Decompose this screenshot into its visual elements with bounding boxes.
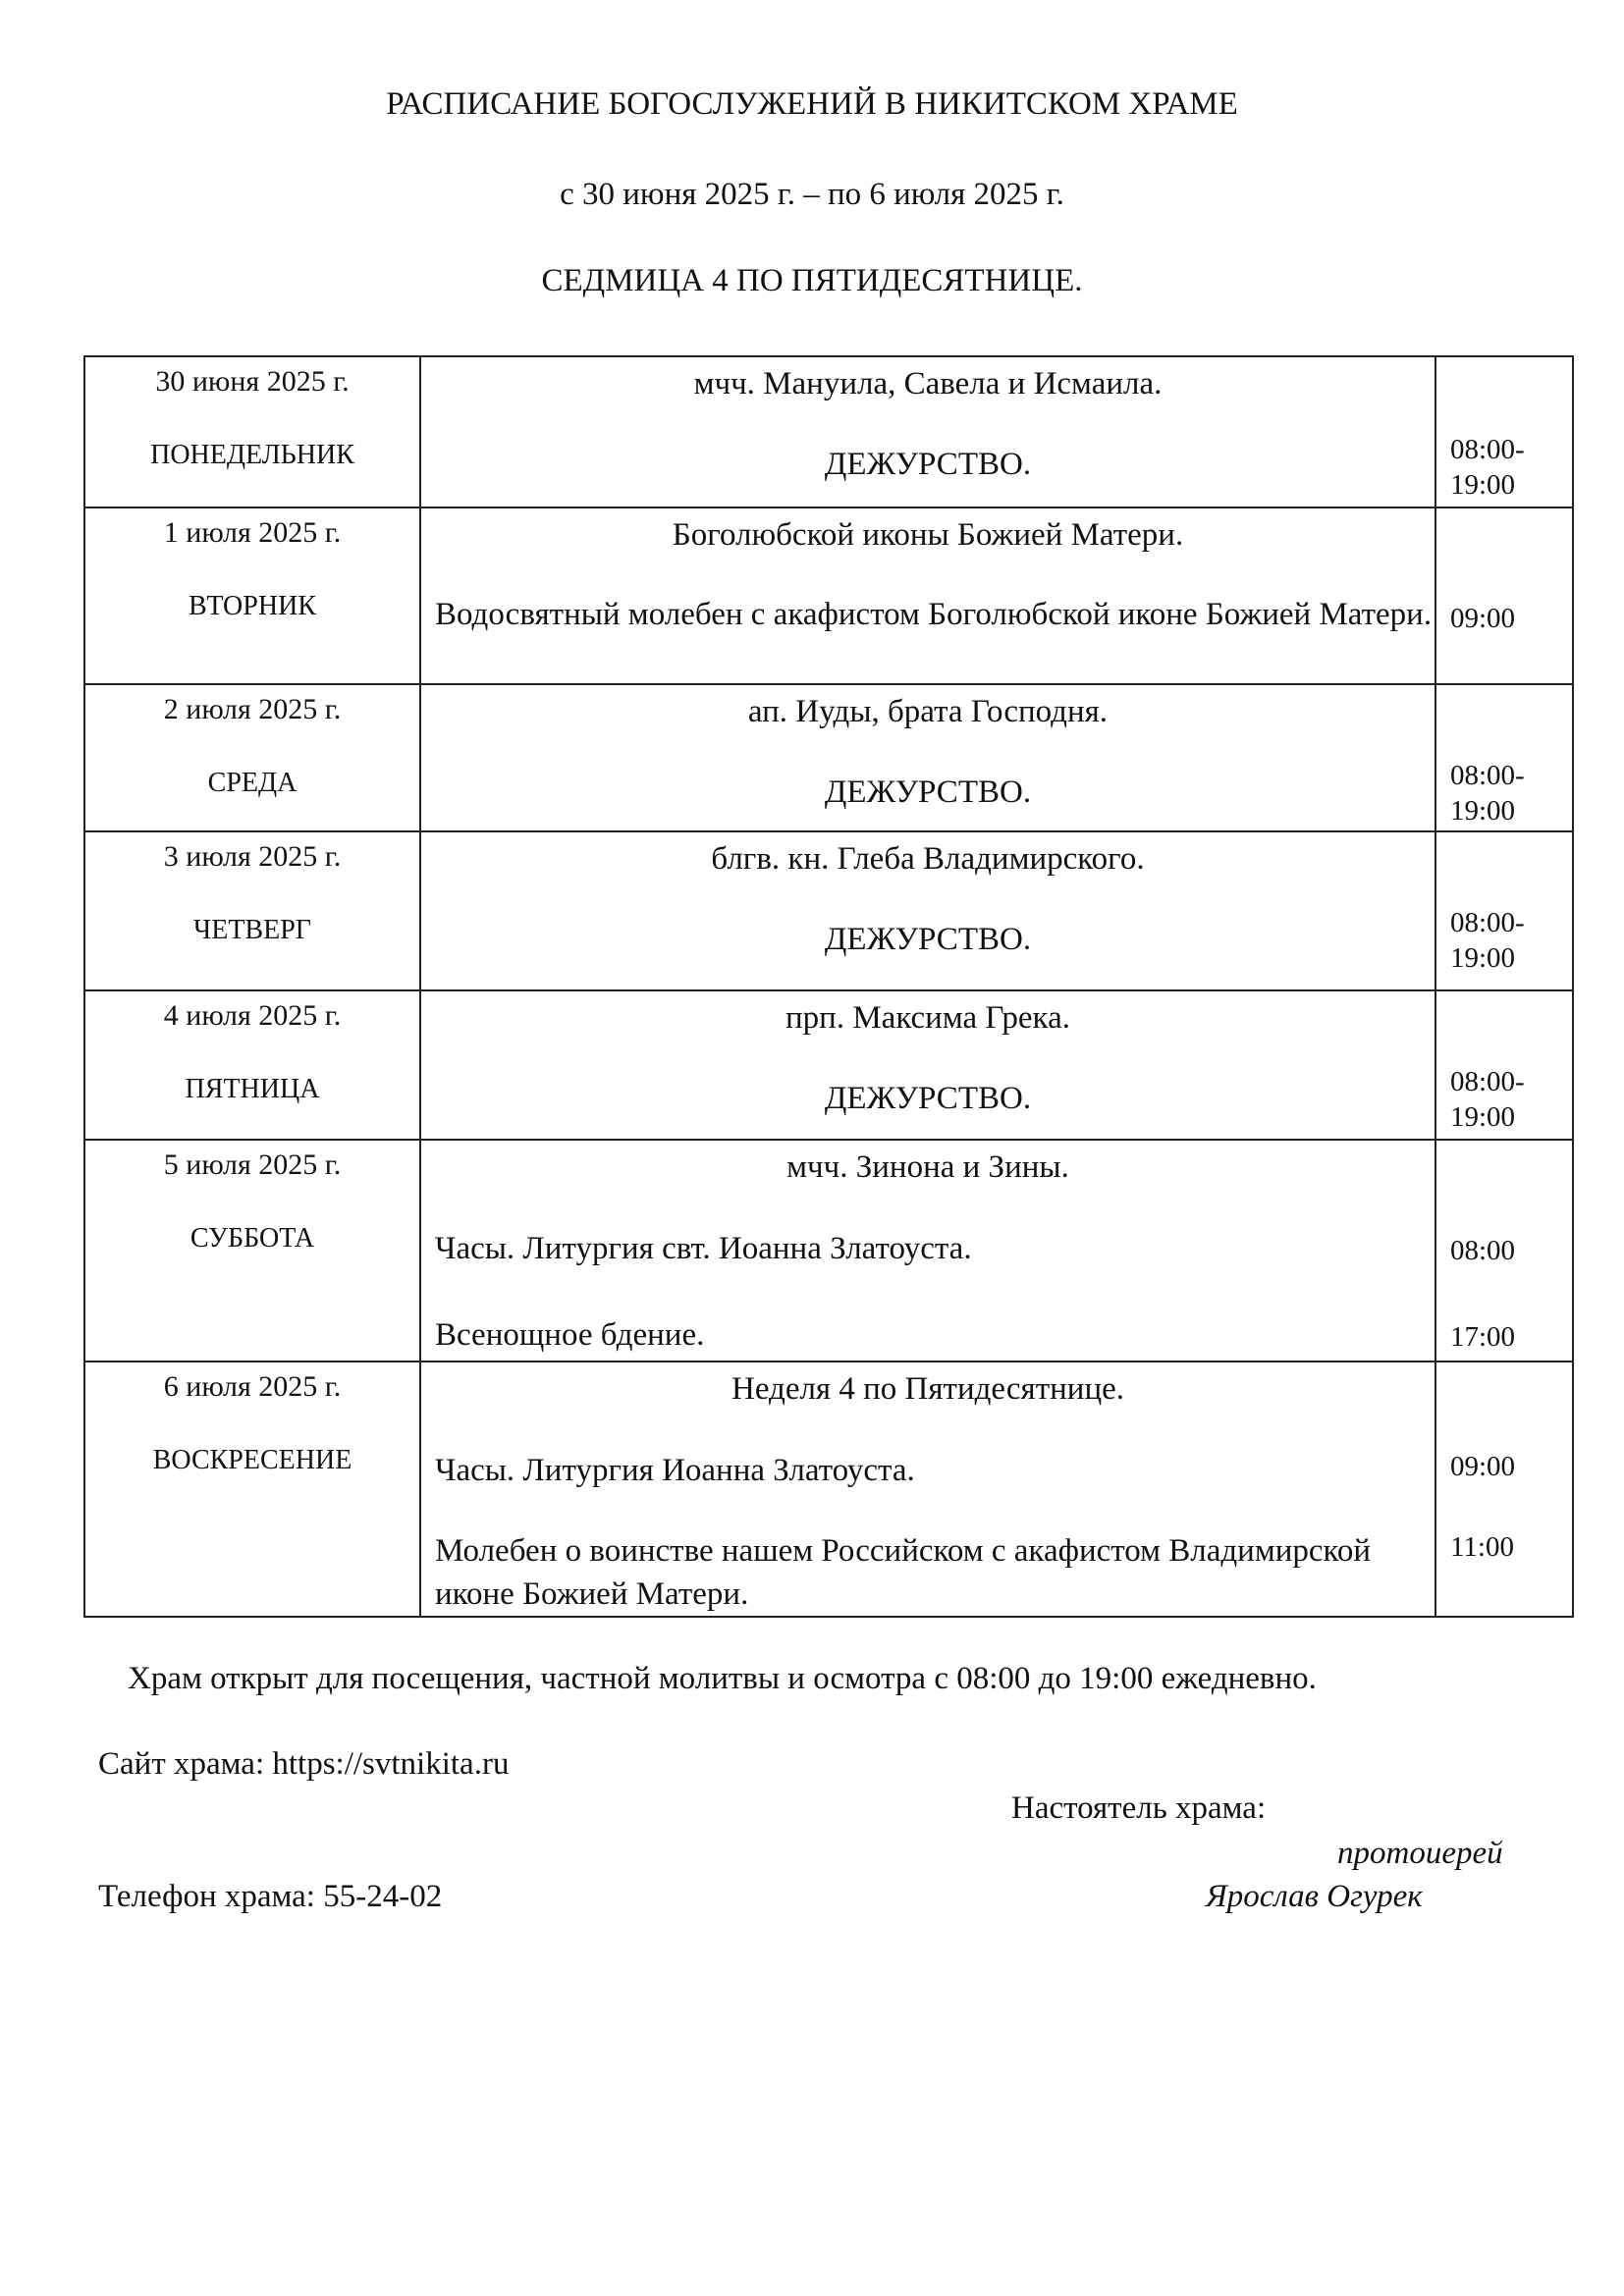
feast-title: ап. Иуды, брата Господня. — [747, 694, 1109, 729]
schedule-table — [83, 355, 1574, 1618]
date-cell — [84, 1140, 420, 1362]
table-row — [84, 990, 1573, 1140]
table-row — [84, 831, 1573, 990]
time-cell — [1435, 684, 1573, 831]
service-time: 08:00- 19:00 — [1450, 1066, 1525, 1133]
rector-name: Ярослав Огурек — [1206, 1879, 1423, 1914]
event-cell — [420, 1362, 1435, 1617]
page-title: РАСПИСАНИЕ БОГОСЛУЖЕНИЙ В НИКИТСКОМ ХРАМЕ — [386, 86, 1238, 122]
service-text: Водосвятный молебен с акафистом Боголюбской иконе Божией Матери. — [435, 597, 1433, 632]
event-cell — [420, 684, 1435, 831]
rector-rank: протоиерей — [1337, 1836, 1503, 1871]
time-cell — [1435, 990, 1573, 1140]
table-row — [84, 1140, 1573, 1362]
time-cell — [1435, 507, 1573, 684]
date-cell — [84, 831, 420, 990]
date-cell — [84, 356, 420, 507]
service-text: ДЕЖУРСТВО. — [824, 447, 1032, 482]
service-time: 08:00- 19:00 — [1450, 434, 1525, 501]
service-time: 08:00- 19:00 — [1450, 907, 1525, 974]
service-text: ДЕЖУРСТВО. — [824, 922, 1032, 957]
feast-title: Неделя 4 по Пятидесятнице. — [731, 1371, 1124, 1407]
service-time: 09:00 — [1450, 1451, 1516, 1482]
event-cell — [420, 990, 1435, 1140]
day-weekday: ВТОРНИК — [189, 591, 316, 621]
event-cell — [420, 1140, 1435, 1362]
date-cell — [84, 507, 420, 684]
event-cell — [420, 356, 1435, 507]
day-date: 30 июня 2025 г. — [155, 365, 350, 398]
phone-number: Телефон храма: 55-24-02 — [98, 1879, 443, 1914]
date-cell — [84, 1362, 420, 1617]
day-weekday: СУББОТА — [189, 1223, 315, 1254]
service-time: 11:00 — [1450, 1531, 1514, 1563]
day-date: 2 июля 2025 г. — [163, 693, 342, 725]
time-cell — [1435, 1362, 1573, 1617]
table-row — [84, 684, 1573, 831]
day-weekday: СРЕДА — [207, 768, 298, 798]
day-weekday: ПЯТНИЦА — [185, 1074, 320, 1104]
service-time: 08:00 — [1450, 1235, 1516, 1266]
opening-hours-note: Храм открыт для посещения, частной молитвы и осмотра с 08:00 до 19:00 ежедневно. — [128, 1661, 1317, 1696]
site-url[interactable]: Сайт храма: https://svtnikita.ru — [98, 1746, 510, 1782]
service-text: Всенощное бдение. — [435, 1317, 705, 1353]
service-text: Часы. Литургия свт. Иоанна Златоуста. — [435, 1231, 972, 1266]
feast-title: прп. Максима Грека. — [785, 1000, 1070, 1036]
date-cell — [84, 990, 420, 1140]
time-cell — [1435, 831, 1573, 990]
time-cell — [1435, 1140, 1573, 1362]
day-date: 5 июля 2025 г. — [163, 1148, 342, 1181]
day-weekday: ВОСКРЕСЕНИЕ — [152, 1445, 352, 1475]
date-cell — [84, 684, 420, 831]
rector-label: Настоятель храма: — [1011, 1790, 1267, 1826]
feast-title: блгв. кн. Глеба Владимирского. — [711, 841, 1145, 877]
service-time: 17:00 — [1450, 1321, 1516, 1353]
service-text: Часы. Литургия Иоанна Златоуста. — [435, 1453, 915, 1488]
service-text: ДЕЖУРСТВО. — [824, 774, 1032, 810]
table-row — [84, 507, 1573, 684]
service-text: Молебен о воинстве нашем Российском с акафистом Владимирской иконе Божией Матери. — [435, 1533, 1372, 1612]
service-time: 08:00- 19:00 — [1450, 760, 1525, 827]
date-range: с 30 июня 2025 г. – по 6 июля 2025 г. — [560, 177, 1064, 212]
day-date: 3 июля 2025 г. — [163, 840, 342, 873]
time-cell — [1435, 356, 1573, 507]
day-date: 1 июля 2025 г. — [163, 516, 342, 549]
feast-title: мчч. Зинона и Зины. — [786, 1149, 1069, 1185]
table-row — [84, 1362, 1573, 1617]
day-date: 6 июля 2025 г. — [163, 1370, 342, 1403]
table-row — [84, 356, 1573, 507]
day-weekday: ПОНЕДЕЛЬНИК — [150, 440, 354, 470]
day-weekday: ЧЕТВЕРГ — [193, 915, 311, 945]
feast-title: Боголюбской иконы Божией Матери. — [672, 517, 1184, 553]
service-text: ДЕЖУРСТВО. — [824, 1081, 1032, 1116]
week-title: СЕДМИЦА 4 ПО ПЯТИДЕСЯТНИЦЕ. — [541, 263, 1083, 298]
event-cell — [420, 507, 1435, 684]
service-time: 09:00 — [1450, 603, 1516, 634]
day-date: 4 июля 2025 г. — [163, 999, 342, 1032]
feast-title: мчч. Мануила, Савела и Исмаила. — [693, 366, 1163, 401]
event-cell — [420, 831, 1435, 990]
